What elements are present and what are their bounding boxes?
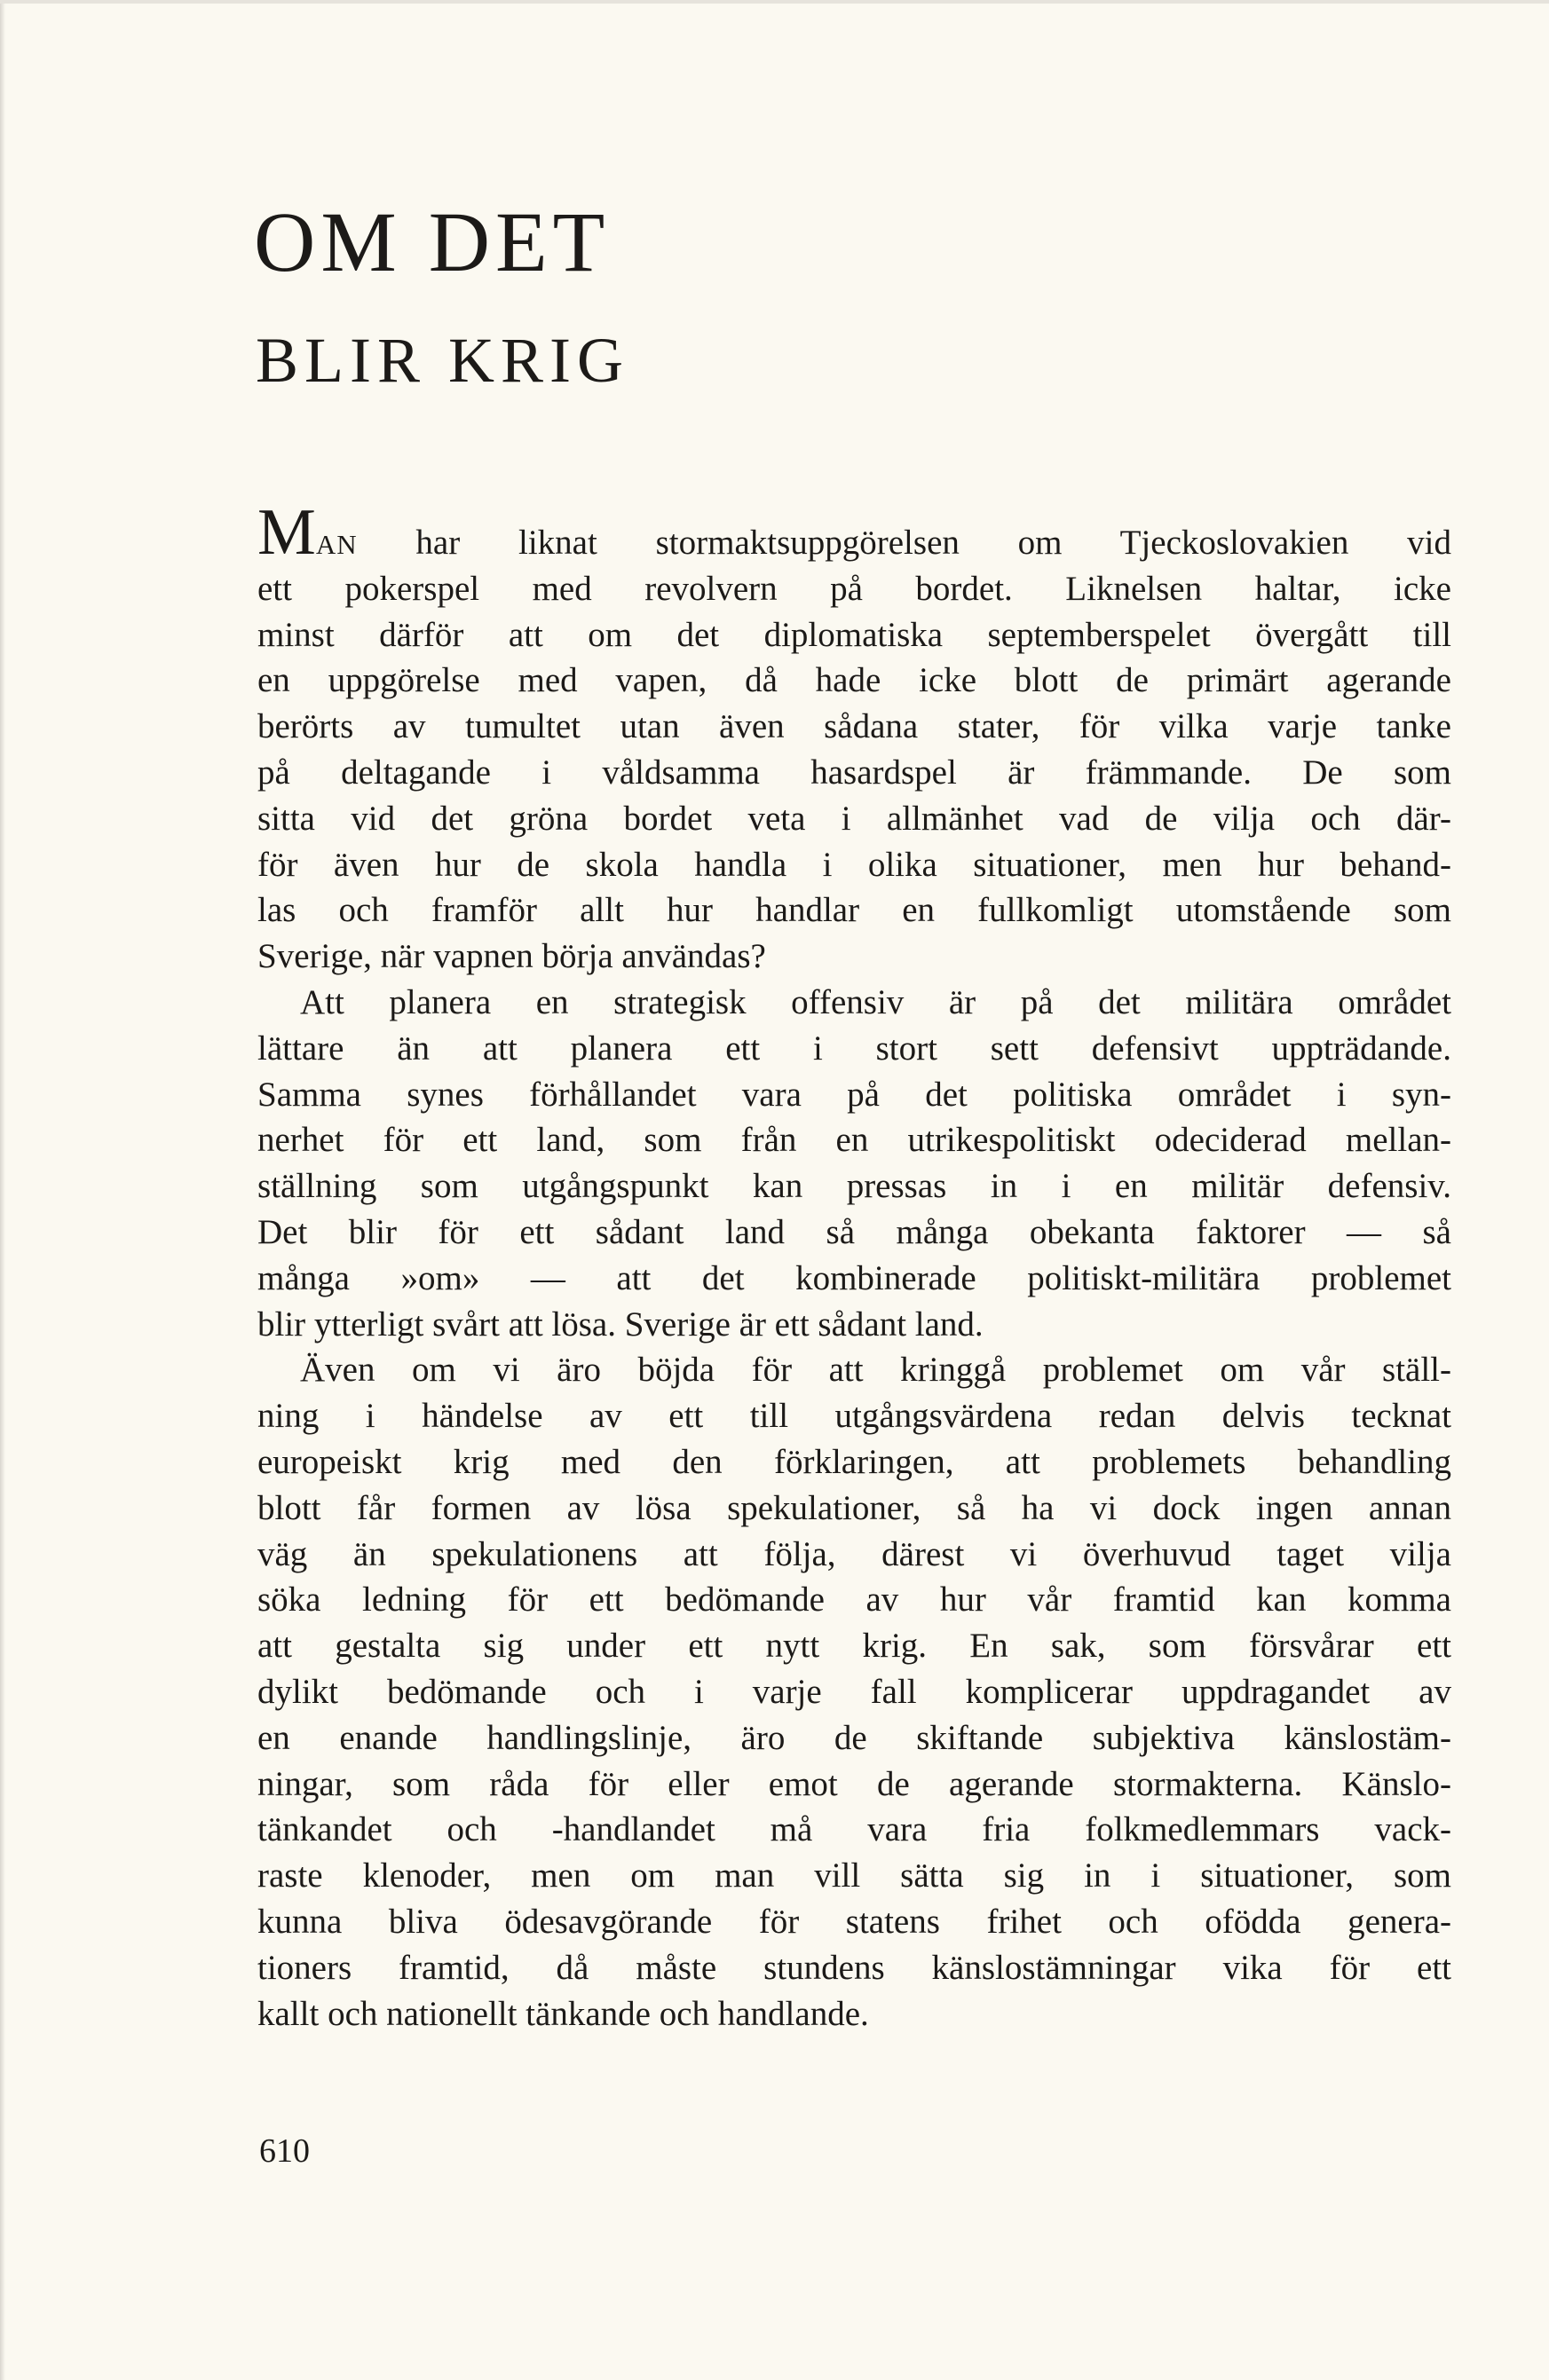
paragraphs <box>257 566 1451 2037</box>
text-line: kallt och nationellt tänkande och handlande. <box>257 1994 869 2033</box>
paragraph <box>257 980 1451 1347</box>
text-line: på deltagande i våldsamma hasardspel är främmande. De som <box>257 753 1451 792</box>
text-line: en enande handlingslinje, äro de skiftande subjektiva känslostäm- <box>257 1718 1451 1757</box>
scan-edge <box>0 0 5 2380</box>
text-line: ställning som utgångspunkt kan pressas in i en militär defensiv. <box>257 1167 1451 1206</box>
text-line: ning i händelse av ett till utgångsvärdena redan delvis tecknat <box>257 1397 1451 1436</box>
text-line: en uppgörelse med vapen, då hade icke blott de primärt agerande <box>257 661 1451 700</box>
text-line: ningar, som råda för eller emot de agerande stormakterna. Känslo- <box>257 1764 1451 1803</box>
article-title-line-2: BLIR KRIG <box>256 325 629 396</box>
text-line: europeiskt krig med den förklaringen, att problemets behandling <box>257 1442 1451 1481</box>
small-caps-opening: AN <box>315 529 358 560</box>
text-line: att gestalta sig under ett nytt krig. En sak, som försvårar ett <box>257 1627 1451 1666</box>
text-line: minst därför att om det diplomatiska septemberspelet övergått till <box>257 615 1451 654</box>
text-line: berörts av tumultet utan även sådana stater, för vilka varje tanke <box>257 707 1451 746</box>
text-line: Samma synes förhållandet vara på det politiska området i syn- <box>257 1075 1451 1114</box>
text-line: Det blir för ett sådant land så många obekanta faktorer — så <box>257 1212 1451 1251</box>
drop-cap: M <box>257 496 316 569</box>
text-line: söka ledning för ett bedömande av hur vår framtid kan komma <box>257 1580 1451 1620</box>
text-line: nerhet för ett land, som från en utrikespolitiskt odeciderad mellan- <box>257 1121 1451 1160</box>
paragraph <box>257 1347 1451 2037</box>
text-line: kunna bliva ödesavgörande för statens frihet och ofödda genera- <box>257 1902 1451 1941</box>
text-line: Sverige, när vapnen börja användas? <box>257 937 766 976</box>
text-line: lättare än att planera ett i stort sett defensivt uppträdande. <box>257 1028 1451 1068</box>
text-line: för även hur de skola handla i olika situationer, men hur behand- <box>257 845 1451 884</box>
text-line: blir ytterligt svårt att lösa. Sverige är ett sådant land. <box>257 1304 984 1344</box>
text-line: las och framför allt hur handlar en fullkomligt utomstående som <box>257 891 1451 930</box>
text-line: Även om vi äro böjda för att kringgå problemet om vår ställ- <box>300 1351 1451 1390</box>
text-line: dylikt bedömande och i varje fall komplicerar uppdragandet av <box>257 1672 1451 1711</box>
article-title-line-1: OM DET <box>254 194 611 289</box>
text-line: blott får formen av lösa spekulationer, så ha vi dock ingen annan <box>257 1488 1451 1527</box>
text-line: Att planera en strategisk offensiv är på det militära området <box>300 982 1451 1021</box>
text-line: många »om» — att det kombinerade politiskt-militära problemet <box>257 1258 1451 1297</box>
text-line: ett pokerspel med revolvern på bordet. Liknelsen haltar, icke <box>257 569 1451 608</box>
scan-top-edge <box>0 0 1549 4</box>
first-line-text: har liknat stormaktsuppgörelsen om Tjeckoslovakien vid <box>357 524 1451 562</box>
paragraph <box>257 566 1451 980</box>
body-first-line <box>257 496 1451 569</box>
article-body <box>257 496 1451 2037</box>
page-number: 610 <box>259 2132 310 2170</box>
text-line: tänkandet och -handlandet må vara fria folkmedlemmars vack- <box>257 1810 1451 1849</box>
text-line: tioners framtid, då måste stundens känslostämningar vika för ett <box>257 1948 1451 1987</box>
text-line: raste klenoder, men om man vill sätta sig in i situationer, som <box>257 1856 1451 1895</box>
text-line: väg än spekulationens att följa, därest vi överhuvud taget vilja <box>257 1534 1451 1573</box>
text-line: sitta vid det gröna bordet veta i allmänhet vad de vilja och där- <box>257 799 1451 838</box>
